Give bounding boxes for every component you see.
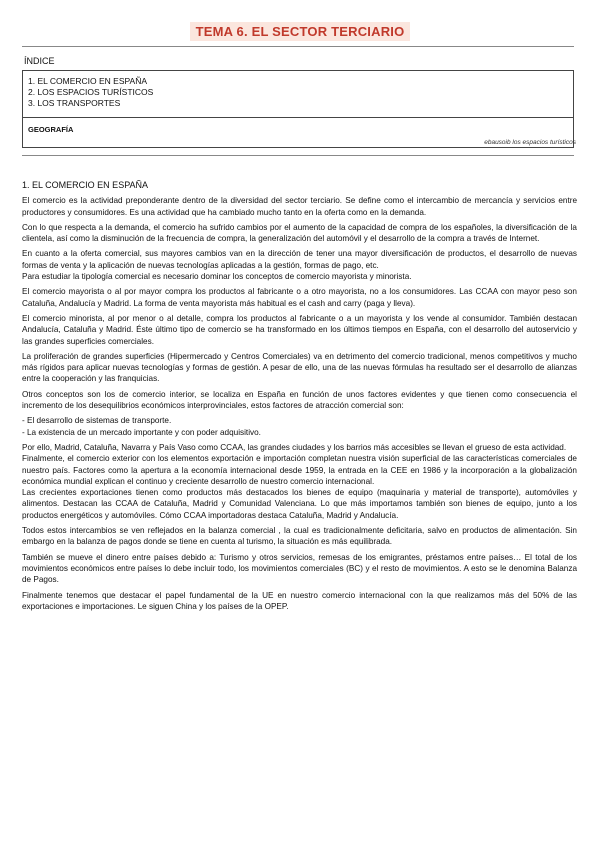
index-label: ÍNDICE: [24, 56, 55, 66]
paragraph: La proliferación de grandes superficies (Hipermercado y Centros Comerciales) va en detrimento del comercio tradicional, menos competitivos y mucho más rígidos para aplicar nuevas tecnologías y formas de gestión. A pesar de ello, una de las nuevas fórmulas ha resultado ser el desarrollo de alianzas entre la cooperación y las franquicias.: [22, 351, 577, 384]
author-credit: ebausoib los espacios turísticos: [484, 139, 576, 146]
document-body: [22, 180, 577, 616]
list-item: - La existencia de un mercado importante y con poder adquisitivo.: [22, 427, 261, 437]
section-heading: 1. EL COMERCIO EN ESPAÑA: [22, 180, 149, 190]
paragraph: En cuanto a la oferta comercial, sus mayores cambios van en la dirección de tener una mayor diversificación de productos, el desarrollo de nuevas formas de venta y la aplicación de nuevas tecnologías aplicadas a la gestión, formas de pago, etc.: [22, 249, 577, 270]
paragraph: Otros conceptos son los de comercio interior, se localiza en España en función de unos factores evidentes y que tienen como consecuencia el incremento de los desequilibrios económicos interprovinciales, estos factores de atracción comercial son:: [22, 389, 577, 411]
paragraph: El comercio minorista, al por menor o al detalle, compra los productos al fabricante o a un mayorista y los vende al consumidor. También destacan Andalucía, Cataluña y Madrid. Éste último tipo de comercio se ha transformado en los últimos tiempos en España, con el desarrollo del autoservicio y las grandes superficies comerciales.: [22, 313, 577, 346]
divider: [23, 117, 573, 118]
divider: [22, 46, 574, 47]
paragraph: Para estudiar la tipología comercial es necesario dominar los conceptos de comercio mayorista y minorista.: [22, 272, 412, 282]
toc-item: 2. LOS ESPACIOS TURÍSTICOS: [28, 87, 154, 97]
paragraph: Con lo que respecta a la demanda, el comercio ha sufrido cambios por el aumento de la capacidad de compra de los españoles, la diversificación de la clientela, así como la disminución de la frecuencia de compra, la generalización del automóvil y el desarrollo de la compra a través de Internet.: [22, 222, 577, 244]
paragraph: Finalmente, el comercio exterior con los elementos exportación e importación completan nuestra visión superficial de las características comerciales de nuestro país. Factores como la apertura a la economía internacional desde 1959, la entrada en la CEE en 1986 y la incorporación a la globalización económica mundial explican el continuo y creciente desarrollo de nuestro comercio internacional.: [22, 454, 577, 486]
page-title: TEMA 6. EL SECTOR TERCIARIO: [190, 22, 411, 41]
table-of-contents: [22, 70, 574, 148]
paragraph: El comercio mayorista o al por mayor compra los productos al fabricante o a otro mayorista, no a los consumidores. Las CCAA con mayor peso son Cataluña, Andalucía y Madrid. La forma de venta mayorista más habitual es el cash and carry (paga y lleva).: [22, 287, 577, 308]
divider: [22, 155, 574, 156]
paragraph: También se mueve el dinero entre países debido a: Turismo y otros servicios, remesas de los emigrantes, préstamos entre países… El total de los movimientos económicos entre países lo debe incluir todo, los movimientos comerciales (BC) y el resto de movimientos. A esto se le denomina Balanza de Pagos.: [22, 552, 577, 585]
toc-list: [28, 76, 153, 109]
paragraph: El comercio es la actividad preponderante dentro de la diversidad del sector terciario. Se define como el intercambio de mercancía y servicios entre productores y consumidores. Es una actividad que ha cambiado mucho tanto en la oferta como en la demanda.: [22, 196, 577, 217]
paragraph: Todos estos intercambios se ven reflejados en la balanza comercial , la cual es tradicionalmente deficitaria, salvo en productos de alimentación. Sin embargo en la balanza de pagos donde se tiene en cuenta al turismo, la situación es más equilibrada.: [22, 526, 577, 547]
title-container: [0, 22, 600, 41]
subject-label: GEOGRAFÍA: [28, 125, 74, 134]
list-item: - El desarrollo de sistemas de transporte.: [22, 416, 172, 426]
toc-item: 1. EL COMERCIO EN ESPAÑA: [28, 76, 148, 86]
paragraph: Finalmente tenemos que destacar el papel fundamental de la UE en nuestro comercio internacional con la que realizamos más del 50% de las exportaciones e importaciones. Le siguen China y los países de la OPEP.: [22, 590, 577, 611]
paragraph: Las crecientes exportaciones tienen como productos más destacados los bienes de equipo (maquinaria y material de transporte), automóviles y alimentos. Destacan las CCAA de Cataluña, Madrid y Comunidad Valenciana. Lo que más importamos también son bienes de equipo, junto a los productos energéticos y automóviles. Cómo CCAA importadoras destaca Cataluña, Madrid y Andalucía.: [22, 488, 577, 520]
toc-item: 3. LOS TRANSPORTES: [28, 98, 121, 108]
paragraph: Por ello, Madrid, Cataluña, Navarra y País Vaso como CCAA, las grandes ciudades y los barrios más accesibles se llevan el grueso de esta actividad.: [22, 442, 567, 452]
